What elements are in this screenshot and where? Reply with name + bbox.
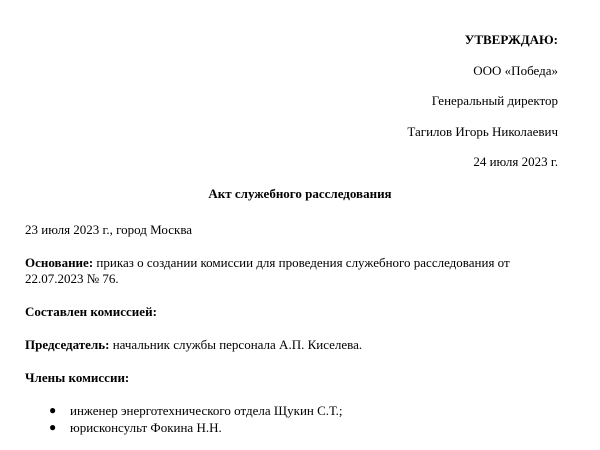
approval-heading: УТВЕРЖДАЮ: — [464, 32, 558, 47]
place-date: 23 июля 2023 г., город Москва — [25, 222, 193, 237]
approval-organization: ООО «Победа» — [473, 62, 558, 78]
member-text: юрисконсульт Фокина Н.Н. — [70, 420, 222, 435]
members-heading: Члены комиссии: — [25, 370, 130, 385]
basis-text: приказ о создании комиссии для проведения служебного расследования от 22.07.2023 № 76. — [25, 255, 510, 286]
basis-label: Основание: — [25, 255, 94, 270]
document-title: Акт служебного расследования — [208, 186, 392, 201]
chairman-paragraph — [25, 337, 558, 353]
chairman-label: Председатель: — [25, 337, 110, 352]
list-item — [25, 402, 343, 419]
approval-position: Генеральный директор — [431, 93, 558, 108]
bullet-icon: ● — [49, 420, 57, 434]
approval-date: 24 июля 2023 г. — [473, 154, 558, 169]
list-item — [25, 419, 343, 436]
bullet-icon: ● — [49, 403, 57, 417]
basis-paragraph — [25, 255, 558, 287]
approval-block — [407, 25, 558, 178]
members-list — [25, 402, 343, 436]
member-text: инженер энерготехнического отдела Щукин С.Т.; — [70, 403, 343, 418]
approval-name: Тагилов Игорь Николаевич — [407, 123, 558, 139]
commission-heading: Составлен комиссией: — [25, 304, 157, 319]
chairman-text: начальник службы персонала А.П. Киселева. — [109, 337, 363, 352]
